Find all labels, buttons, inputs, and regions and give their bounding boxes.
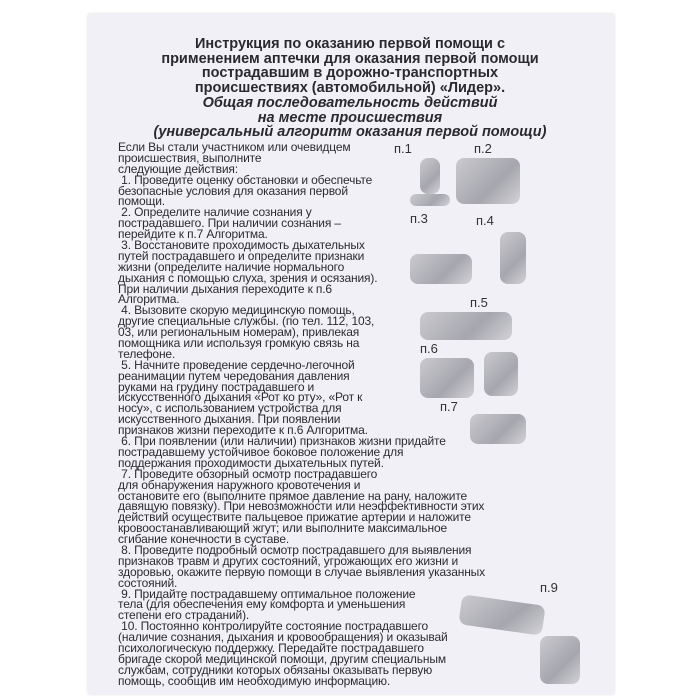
instruction-body <box>118 142 485 687</box>
instruction-line: службам, сотрудники которых обязаны оказывать первую <box>118 662 433 677</box>
instruction-line: другие специальные службы. (по тел. 112, 103, <box>118 314 375 329</box>
instruction-line: Если Вы стали участником или очевидцем <box>118 140 351 154</box>
instruction-line: помощь, сообщив им необходимую информацию. <box>118 673 391 688</box>
illustration-psychological-support <box>540 636 580 684</box>
instruction-line: руками на грудину пострадавшего и <box>118 379 315 394</box>
step-label-6: п.6 <box>420 341 438 356</box>
instruction-line: для обнаружения наружного кровотечения и <box>118 477 361 492</box>
instruction-line: 5. Начните проведение сердечно-легочной <box>118 357 355 372</box>
instruction-line: помощи. <box>118 194 165 209</box>
title-line: происшествиях (автомобильной) «Лидер». <box>194 79 506 96</box>
step-label-2: п.2 <box>474 141 492 156</box>
instruction-line: 10. Постоянно контролируйте состояние пострадавшего <box>118 619 429 634</box>
instruction-line: искусственного дыхания. При появлении <box>118 412 341 427</box>
instruction-line: здоровью, окажите первую помощи в случае выявления указанных <box>118 564 486 579</box>
illustration-rescue-breathing <box>484 352 518 396</box>
step-label-4: п.4 <box>476 213 494 228</box>
instruction-line: давящую повязку). При невозможности или неэффективности этих <box>118 499 485 514</box>
instruction-line: следующие действия: <box>118 161 238 176</box>
instruction-line: признаков жизни переходите к п.6 Алгоритма. <box>118 423 368 438</box>
instruction-line: перейдите к п.7 Алгоритма. <box>118 227 268 242</box>
instruction-line: пострадавшего. При наличии сознания – <box>118 216 341 231</box>
instruction-line: остановите его (выполните прямое давление на рану, наложите <box>118 488 468 503</box>
instruction-line: дыхания с помощью слуха, зрения и осязания). <box>118 270 378 285</box>
instruction-line: Алгоритма. <box>118 292 180 307</box>
instruction-line: 7. Проведите обзорный осмотр пострадавшего <box>118 466 378 481</box>
document-subtitle <box>100 96 600 140</box>
instruction-line: При наличии дыхания переходите к п.6 <box>118 281 332 296</box>
instruction-line: жизни (определите наличие нормального <box>118 259 345 274</box>
instruction-line: 3. Восстановите проходимость дыхательных <box>118 238 365 253</box>
instruction-line: носу», с использованием устройства для <box>118 401 342 416</box>
title-line: пострадавшим в дорожно-транспортных <box>201 65 499 81</box>
step-label-9: п.9 <box>540 580 558 595</box>
instruction-line: путей пострадавшего и определите признаки <box>118 248 365 263</box>
instruction-line: 2. Определите наличие сознания у <box>118 205 312 220</box>
instruction-line: тела (для обеспечения ему комфорта и уменьшения <box>118 597 406 612</box>
instruction-line: происшествия, выполните <box>118 150 262 165</box>
instruction-line: состояний. <box>118 575 178 590</box>
instruction-line: 6. При появлении (или наличии) признаков жизни придайте <box>118 434 446 449</box>
document-title <box>100 37 600 95</box>
subtitle-line: на месте происшествия <box>257 109 443 126</box>
instruction-line: степени его страданий). <box>118 608 250 623</box>
instruction-line: 03, или региональным номерам), привлекая <box>118 325 360 340</box>
illustration-phone-call <box>500 232 526 284</box>
title-line: Инструкция по оказанию первой помощи с <box>194 36 506 52</box>
instruction-line: 8. Проведите подробный осмотр пострадавшего для выявления <box>118 542 472 557</box>
step-label-7: п.7 <box>440 399 458 414</box>
instruction-line: телефоне. <box>118 346 176 361</box>
instruction-line: 1. Проведите оценку обстановки и обеспечьте <box>118 172 373 187</box>
instruction-line: поддержания проходимости дыхательных путей. <box>118 455 384 470</box>
instruction-line: признаков травм и других состояний, угрожающих его жизни и <box>118 553 459 568</box>
step-label-1: п.1 <box>394 141 412 156</box>
instruction-line: психологическую поддержку. Передайте пострадавшего <box>118 640 424 655</box>
instruction-line: 4. Вызовите скорую медицинскую помощь, <box>118 303 355 318</box>
instruction-line: помощника или используя громкую связь на <box>118 336 360 351</box>
instruction-line: безопасные условия для оказания первой <box>118 183 348 198</box>
instruction-line: искусственного дыхания «Рот ко рту», «Рот к <box>118 390 363 405</box>
instruction-line: (наличие сознания, дыхания и кровообращения) и оказывай <box>118 630 448 645</box>
instruction-line: реанимации путем чередования давления <box>118 368 350 383</box>
instruction-line: бригаде скорой медицинской помощи, другим специальным <box>118 651 446 666</box>
instruction-line: 9. Придайте пострадавшему оптимальное положение <box>118 586 416 601</box>
subtitle-line: Общая последовательность действий <box>202 95 498 111</box>
instruction-line: кровоостанавливающий жгут; или выполните максимальное <box>118 521 447 536</box>
subtitle-line: (универсальный алгоритм оказания первой помощи) <box>153 124 547 140</box>
title-line: применением аптечки для оказания первой помощи <box>161 50 539 67</box>
instruction-line: пострадавшему устойчивое боковое положение для <box>118 444 404 459</box>
step-label-5: п.5 <box>470 295 488 310</box>
instruction-line: действий осуществите пальцевое прижатие артерии и наложите <box>118 510 471 525</box>
step-label-3: п.3 <box>410 211 428 226</box>
instruction-line: сгибание конечности в суставе. <box>118 532 290 547</box>
